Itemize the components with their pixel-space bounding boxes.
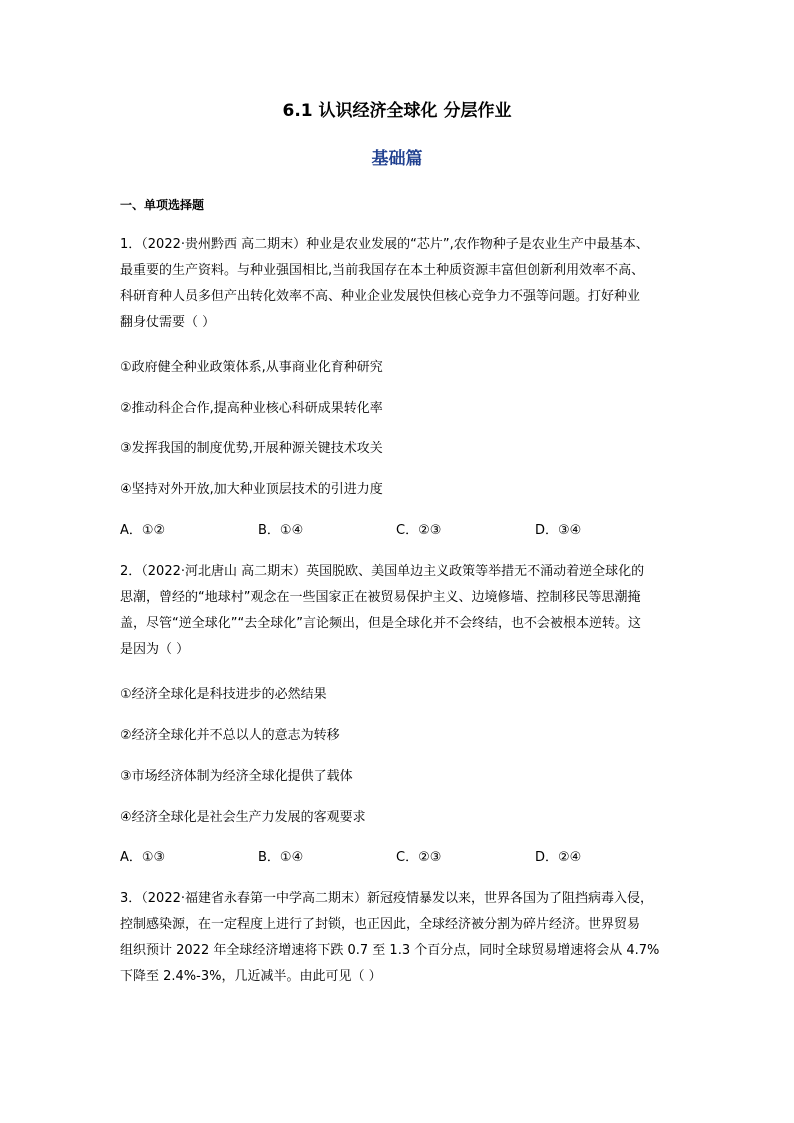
section-heading: 一、单项选择题 bbox=[120, 198, 205, 212]
choice-a[interactable]: A．①③ bbox=[120, 850, 166, 865]
question-3-line: 控制感染源，在一定程度上进行了封锁，也正因此，全球经济被分割为碎片经济。世界贸易 bbox=[120, 917, 641, 932]
question-2-statement: ③市场经济体制为经济全球化提供了载体 bbox=[120, 769, 353, 784]
choice-a[interactable]: A．①② bbox=[120, 523, 166, 538]
question-3-stem bbox=[120, 886, 678, 990]
question-1-line: 最重要的生产资料。与种业强国相比,当前我国存在本土种质资源丰富但创新利用效率不高、 bbox=[120, 263, 645, 278]
question-2-line: 2．（2022·河北唐山 高二期末）英国脱欧、美国单边主义政策等举措无不涌动着逆全球化的 bbox=[120, 564, 645, 579]
document-title: 6.1 认识经济全球化 分层作业 bbox=[282, 101, 512, 121]
choice-d[interactable]: D．③④ bbox=[535, 523, 582, 538]
question-1-statement: ①政府健全种业政策体系,从事商业化育种研究 bbox=[120, 360, 383, 375]
question-3-line: 组织预计 2022 年全球经济增速将下跌 0.7 至 1.3 个百分点，同时全球贸易增速将会从 4.7% bbox=[120, 943, 660, 958]
choice-b[interactable]: B．①④ bbox=[258, 850, 304, 865]
question-1-statement: ④坚持对外开放,加大种业顶层技术的引进力度 bbox=[120, 482, 383, 497]
question-1-choices bbox=[120, 522, 680, 540]
question-3-line: 下降至 2.4%-3%，几近减半。由此可见（ ） bbox=[120, 969, 382, 984]
question-1-statement: ②推动科企合作,提高种业核心科研成果转化率 bbox=[120, 401, 383, 416]
question-2-stem bbox=[120, 559, 678, 663]
question-2-statement: ④经济全球化是社会生产力发展的客观要求 bbox=[120, 810, 366, 825]
question-1-stem bbox=[120, 232, 678, 336]
document-subtitle: 基础篇 bbox=[371, 149, 423, 169]
choice-d[interactable]: D．②④ bbox=[535, 850, 582, 865]
question-1-statement: ③发挥我国的制度优势,开展种源关键技术攻关 bbox=[120, 441, 383, 456]
choice-c[interactable]: C．②③ bbox=[396, 523, 442, 538]
question-3-line: 3．（2022·福建省永春第一中学高二期末）新冠疫情暴发以来，世界各国为了阻挡病毒入侵， bbox=[120, 891, 653, 906]
choice-c[interactable]: C．②③ bbox=[396, 850, 442, 865]
question-2-statement: ②经济全球化并不总以人的意志为转移 bbox=[120, 728, 340, 743]
question-2-line: 盖，尽管“逆全球化”“去全球化”言论频出，但是全球化并不会终结，也不会被根本逆转。这 bbox=[120, 616, 641, 631]
question-1-line: 1．（2022·贵州黔西 高二期末）种业是农业发展的“芯片”,农作物种子是农业生产中最基本、 bbox=[120, 237, 649, 252]
question-2-line: 思潮，曾经的“地球村”观念在一些国家正在被贸易保护主义、边境修墙、控制移民等思潮掩 bbox=[120, 590, 641, 605]
choice-b[interactable]: B．①④ bbox=[258, 523, 304, 538]
question-1-line: 翻身仗需要（ ） bbox=[120, 315, 216, 330]
question-2-choices bbox=[120, 849, 680, 867]
question-1-line: 科研育种人员多但产出转化效率不高、种业企业发展快但核心竞争力不强等问题。打好种业 bbox=[120, 289, 641, 304]
question-2-statement: ①经济全球化是科技进步的必然结果 bbox=[120, 687, 327, 702]
question-2-line: 是因为（ ） bbox=[120, 642, 190, 657]
